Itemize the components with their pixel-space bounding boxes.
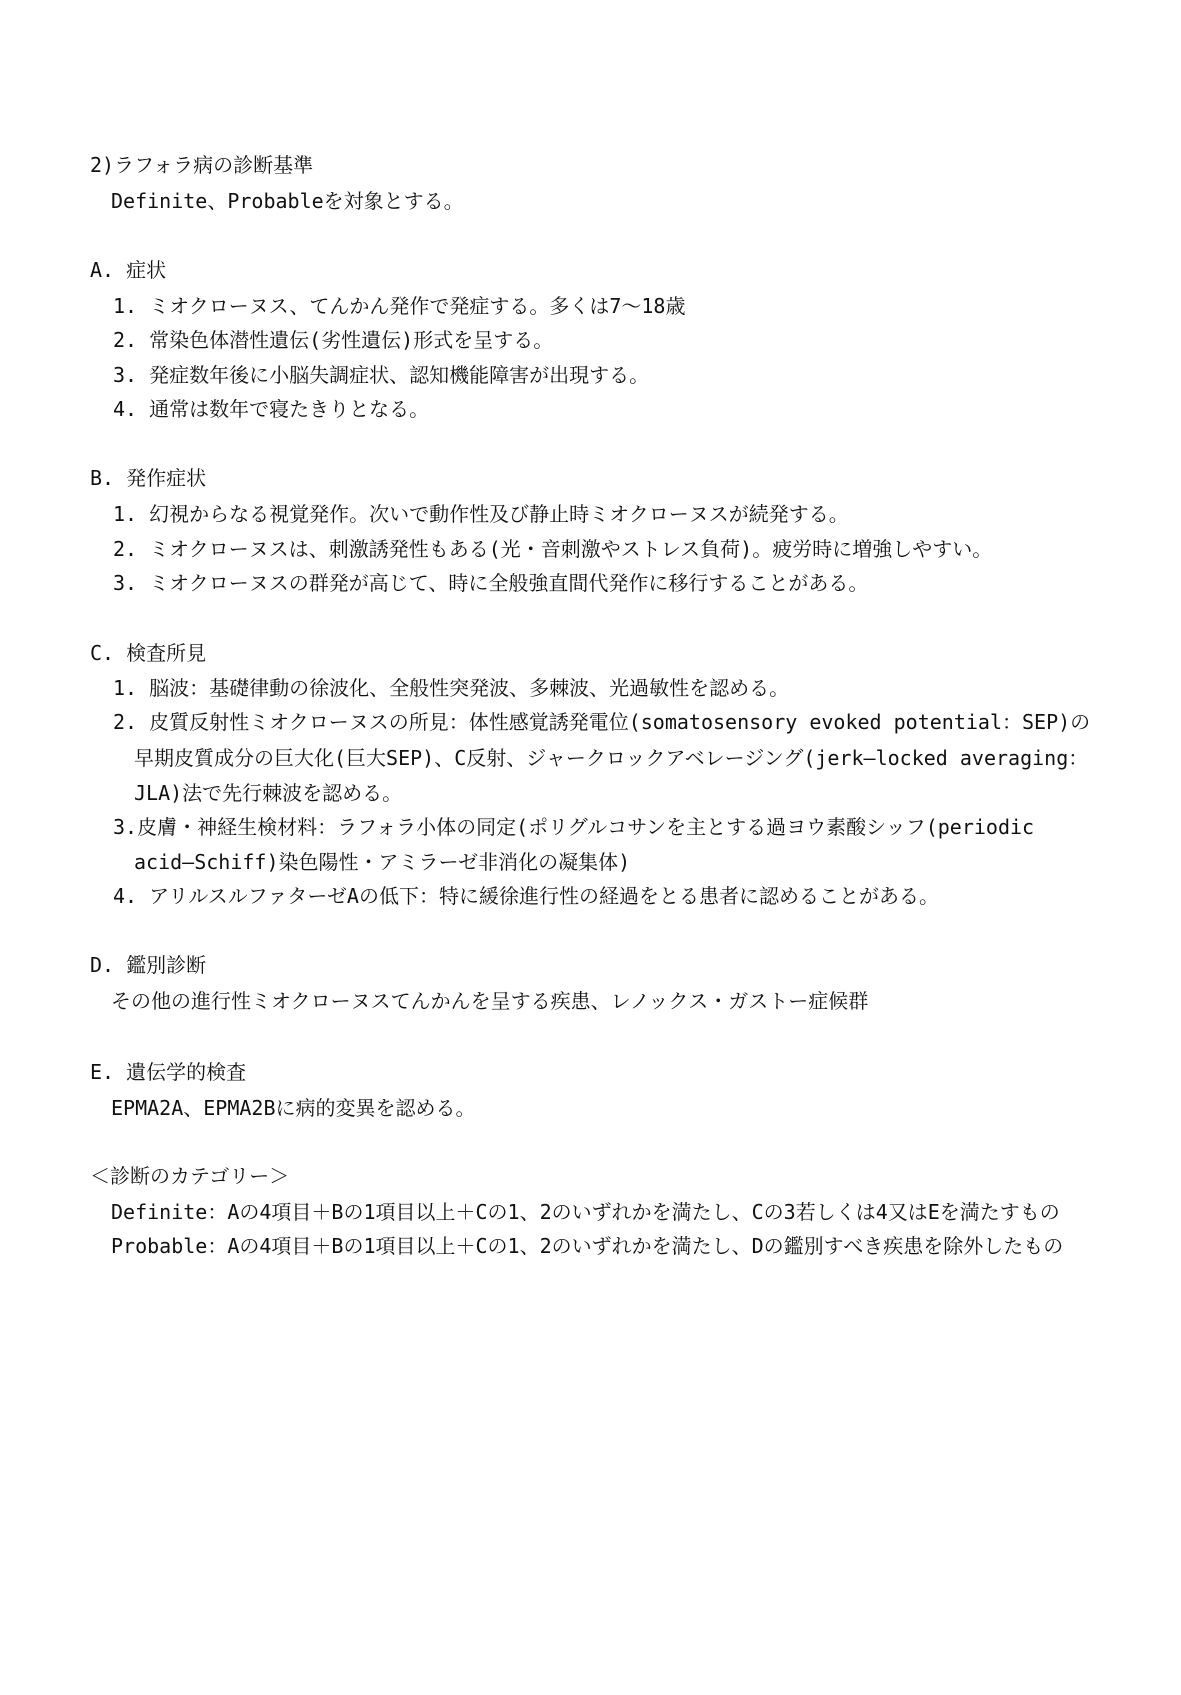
section-d-heading: D. 鑑別診断 (90, 953, 207, 977)
category-heading: ＜診断のカテゴリー＞ (90, 1164, 290, 1188)
section-b-heading: B. 発作症状 (90, 466, 207, 490)
list-item: 1. ミオクローヌス、てんかん発作で発症する。多くは7～18歳 (113, 294, 686, 318)
section-e-text: EPMA2A、EPMA2Bに病的変異を認める。 (111, 1096, 476, 1120)
category-probable: Probable：Aの4項目＋Bの1項目以上＋Cの1、2のいずれかを満たし、Dの鑑別すべき疾患を除外したもの (111, 1234, 1064, 1258)
document-title: 2)ラフォラ病の診断基準 (90, 153, 314, 177)
category-definite: Definite：Aの4項目＋Bの1項目以上＋Cの1、2のいずれかを満たし、Cの3若しくは4又はEを満たすもの (111, 1200, 1060, 1224)
list-item-continuation: JLA)法で先行棘波を認める。 (134, 781, 403, 805)
list-item-continuation: 早期皮質成分の巨大化(巨大SEP)、C反射、ジャークロックアベレージング(jerk―locked averaging： (134, 746, 1089, 770)
list-item: 4. アリルスルファターゼAの低下：特に緩徐進行性の経過をとる患者に認めることがある。 (113, 884, 939, 908)
section-a-heading: A. 症状 (90, 258, 167, 282)
list-item: 1. 幻視からなる視覚発作。次いで動作性及び静止時ミオクローヌスが続発する。 (113, 502, 849, 526)
section-e-heading: E. 遺伝学的検査 (90, 1060, 247, 1084)
list-item: 3. 発症数年後に小脳失調症状、認知機能障害が出現する。 (113, 363, 650, 387)
list-item: 1. 脳波：基礎律動の徐波化、全般性突発波、多棘波、光過敏性を認める。 (113, 676, 790, 700)
scope-text: Definite、Probableを対象とする。 (111, 189, 464, 213)
list-item: 2. 常染色体潜性遺伝(劣性遺伝)形式を呈する。 (113, 328, 554, 352)
list-item: 4. 通常は数年で寝たきりとなる。 (113, 397, 430, 421)
list-item: 2. 皮質反射性ミオクローヌスの所見：体性感覚誘発電位(somatosensory evoked potential：SEP)の (113, 710, 1091, 734)
list-item: 3.皮膚・神経生検材料：ラフォラ小体の同定(ポリグルコサンを主とする過ヨウ素酸シッフ(periodic (113, 815, 1035, 839)
section-c-heading: C. 検査所見 (90, 641, 207, 665)
section-d-text: その他の進行性ミオクローヌスてんかんを呈する疾患、レノックス・ガストー症候群 (111, 989, 869, 1013)
list-item: 3. ミオクローヌスの群発が高じて、時に全般強直間代発作に移行することがある。 (113, 571, 869, 595)
list-item-continuation: acid―Schiff)染色陽性・アミラーゼ非消化の凝集体) (134, 850, 631, 874)
list-item: 2. ミオクローヌスは、刺激誘発性もある(光・音刺激やストレス負荷)。疲労時に増強しやすい。 (113, 537, 993, 561)
